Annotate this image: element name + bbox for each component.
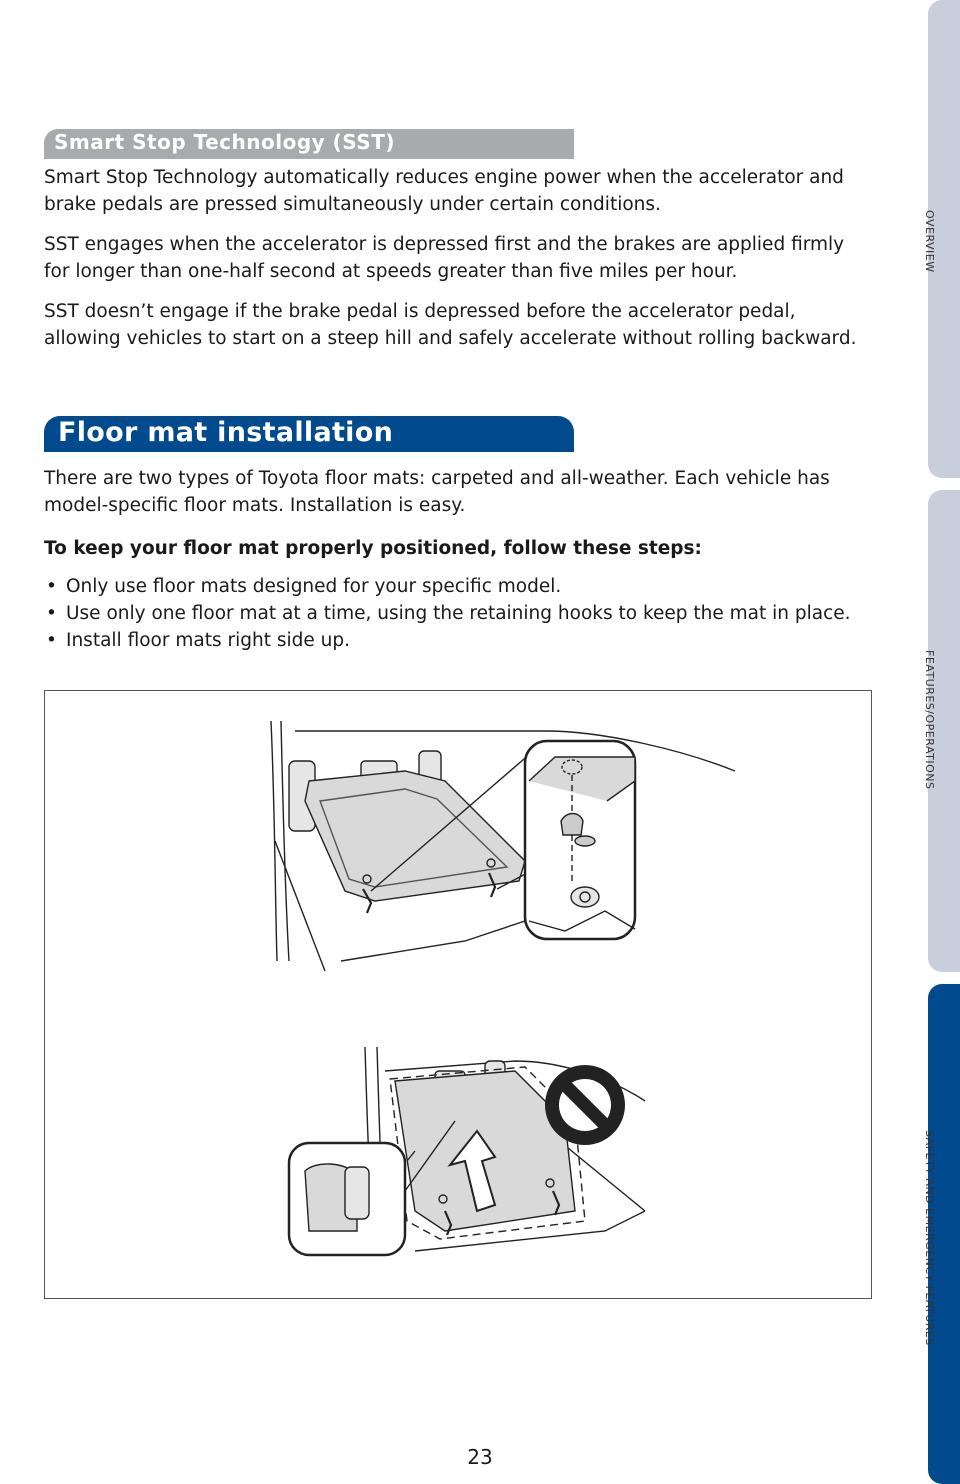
floor-mat-paragraph: There are two types of Toyota floor mats: carpeted and all-weather. Each vehicle has model-specific floor mats. Installation is easy.	[44, 468, 830, 516]
sst-paragraph-2: SST engages when the accelerator is depressed first and the brakes are applied firmly for longer than one-half second at speeds greater than five miles per hour.	[44, 234, 845, 282]
tab-overview-label: OVERVIEW	[923, 210, 936, 273]
page-number: 23	[467, 1445, 493, 1469]
floor-mat-illustration	[45, 691, 871, 1298]
floor-mat-heading-bar	[44, 416, 574, 452]
floor-mat-illustration-frame	[44, 690, 872, 1299]
sst-paragraph-3: SST doesn’t engage if the brake pedal is depressed before the accelerator pedal, allowing vehicles to start on a steep hill and safely accelerate without rolling backward.	[44, 301, 857, 349]
floor-mat-heading: Floor mat installation	[58, 417, 394, 448]
sst-paragraph-1: Smart Stop Technology automatically reduces engine power when the accelerator and brake pedals are pressed simultaneously under certain conditions.	[44, 167, 844, 215]
list-item: • Install floor mats right side up.	[44, 627, 874, 654]
list-item: • Use only one floor mat at a time, using the retaining hooks to keep the mat in place.	[44, 600, 874, 627]
floor-mat-steps-list	[44, 573, 874, 654]
tab-features-label: FEATURES/OPERATIONS	[923, 650, 936, 790]
list-item: • Only use floor mats designed for your specific model.	[44, 573, 874, 600]
tab-safety-label: SAFETY AND EMERGENCY FEATURES	[923, 1130, 936, 1346]
sst-heading: Smart Stop Technology (SST)	[54, 130, 395, 154]
sst-heading-bar	[44, 129, 574, 159]
floor-mat-steps-intro: To keep your floor mat properly positioned, follow these steps:	[44, 538, 702, 559]
